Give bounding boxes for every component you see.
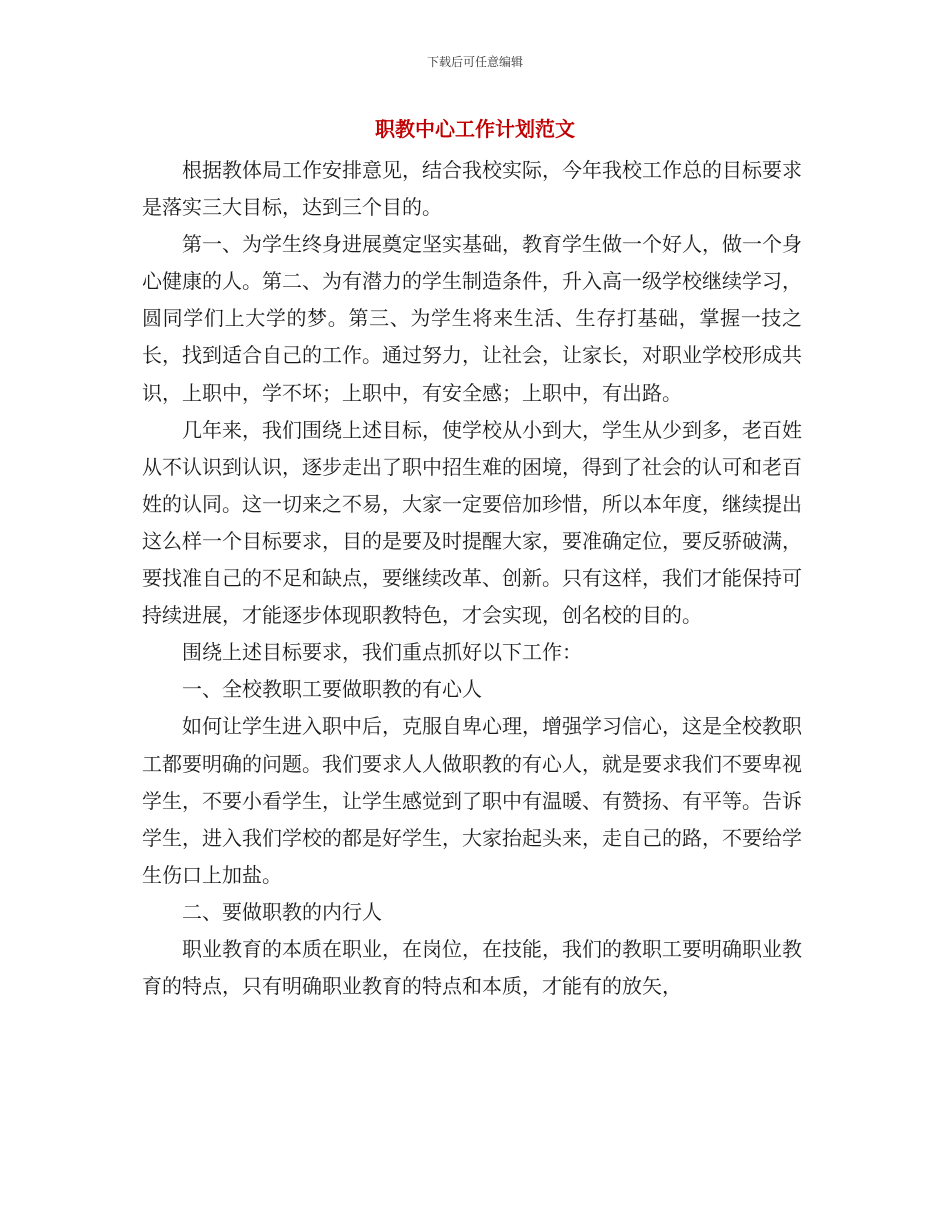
paragraph-lead-in: 围绕上述目标要求，我们重点抓好以下工作： [182,640,582,665]
section-heading-2: 二、要做职教的内行人 [182,899,382,924]
paragraph-intro: 根据教体局工作安排意见，结合我校实际，今年我校工作总的目标要求是落实三大目标，达到三个目的。 [142,158,802,220]
document-body [142,152,802,1005]
document-title: 职教中心工作计划范文 [375,117,575,141]
page-header: 下载后可任意编辑 [426,55,523,69]
section-heading-1: 一、全校教职工要做职教的有心人 [182,677,482,702]
paragraph-section-2: 职业教育的本质在职业，在岗位，在技能，我们的教职工要明确职业教育的特点，只有明确职业教育的特点和本质，才能有的放矢， [142,936,802,999]
paragraph-history: 几年来，我们围绕上述目标，使学校从小到大，学生从少到多，老百姓从不认识到认识，逐步走出了职中招生难的困境，得到了社会的认可和老百姓的认同。这一切来之不易，大家一定要倍加珍惜，所以本年度，继续提出这么样一个目标要求，目的是要及时提醒大家，要准确定位，要反骄破满，要找准自己的不足和缺点，要继续改革、创新。只有这样，我们才能保持可持续进展，才能逐步体现职教特色，才会实现，创名校的目的。 [142,417,802,628]
paragraph-goals: 第一、为学生终身进展奠定坚实基础，教育学生做一个好人，做一个身心健康的人。第二、为有潜力的学生制造条件，升入高一级学校继续学习，圆同学们上大学的梦。第三、为学生将来生活、生存打基础，掌握一技之长，找到适合自己的工作。通过努力，让社会，让家长，对职业学校形成共识，上职中，学不坏；上职中，有安全感；上职中，有出路。 [142,232,802,405]
paragraph-section-1: 如何让学生进入职中后，克服自卑心理，增强学习信心，这是全校教职工都要明确的问题。我们要求人人做职教的有心人，就是要求我们不要卑视学生，不要小看学生，让学生感觉到了职中有温暖、有赞扬、有平等。告诉学生，进入我们学校的都是好学生，大家抬起头来，走自己的路，不要给学生伤口上加盐。 [142,714,802,887]
